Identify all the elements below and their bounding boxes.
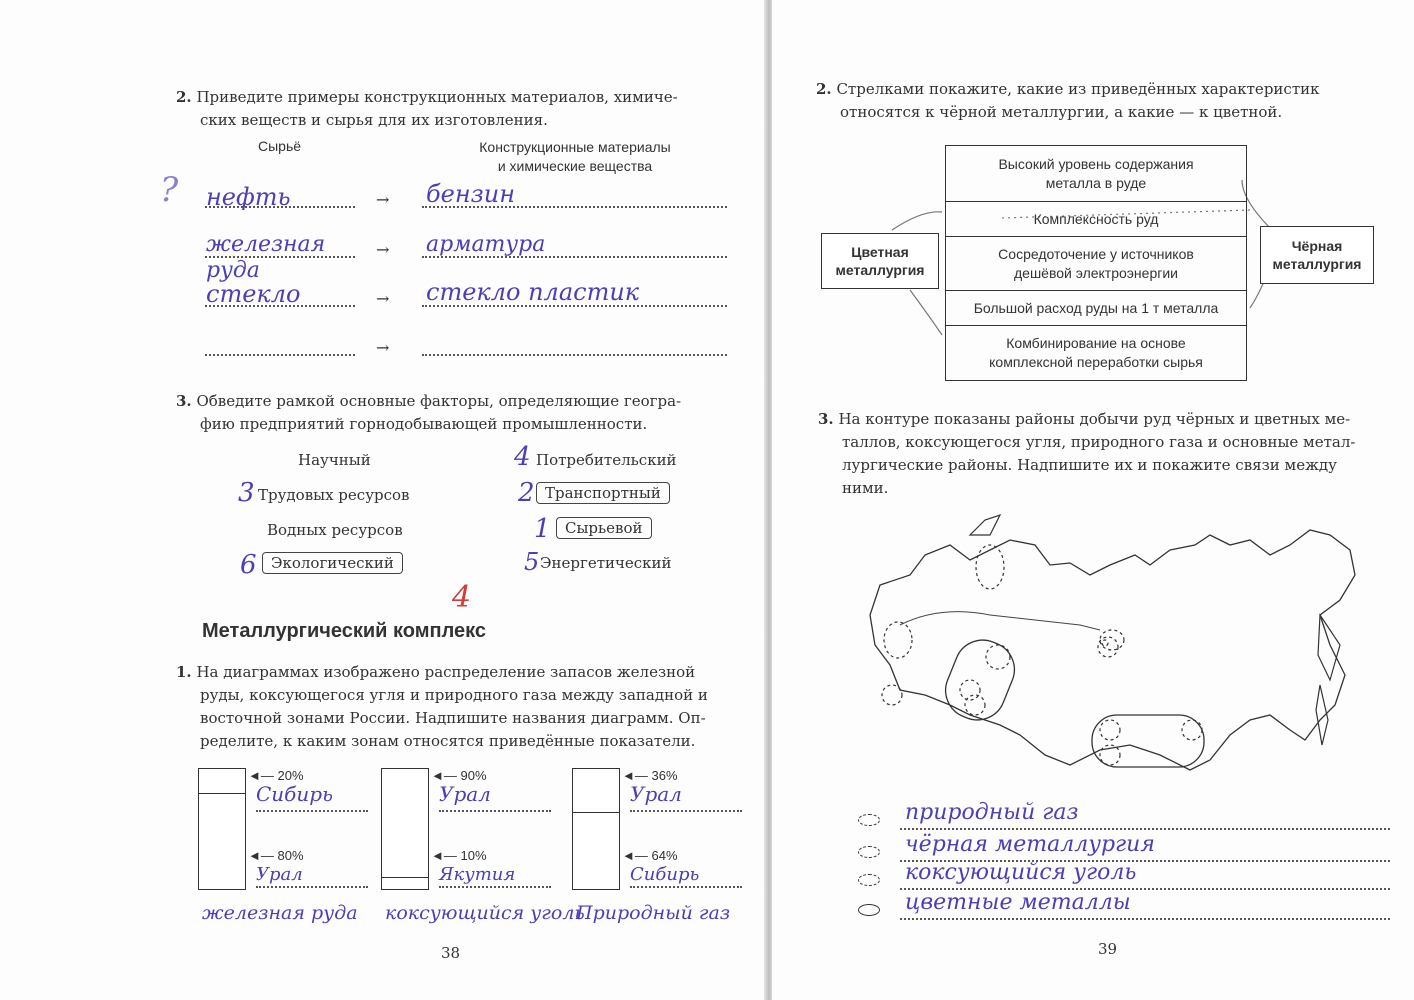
char-1-l1: Высокий уровень содержания: [998, 155, 1194, 172]
area-west: [882, 685, 902, 705]
char-2-l1: Комплексность руд: [1033, 210, 1159, 227]
chart-3-line-top[interactable]: [630, 810, 742, 812]
legend-line-1[interactable]: [900, 828, 1390, 830]
mark-raw: 1: [534, 514, 551, 544]
mat-answer-3: стекло пластик: [426, 278, 640, 306]
chart-1-divider: [199, 793, 245, 794]
char-row-2[interactable]: [946, 202, 1246, 237]
col-raw-header: Сырьё: [258, 138, 302, 154]
chart-1-hw-bottom: Урал: [256, 864, 303, 885]
legend-answer-3: коксующийся уголь: [905, 860, 1137, 885]
chart-1-line-top[interactable]: [256, 810, 368, 812]
chart-2-hw-top: Урал: [439, 782, 491, 806]
q1-line2: руды, коксующегося угля и природного газа между западной и: [200, 686, 708, 704]
r-q3-line3: лургические районы. Надпишите их и покажите связи между: [842, 456, 1337, 474]
chart-3-top-pct: ◄— 36%: [622, 768, 678, 783]
area-urals-3: [965, 695, 985, 715]
r-q3-number: 3.: [818, 410, 834, 428]
factor-ecological[interactable]: Экологический: [262, 552, 403, 574]
sakhalin: [1316, 685, 1328, 745]
region-far-east: [1092, 715, 1204, 767]
q1-number: 1.: [176, 663, 192, 681]
q1-line3: восточной зонами России. Надпишите названия диаграмм. Оп-: [200, 709, 706, 727]
arrow-line-2: [910, 290, 942, 335]
ferrous-l2: металлургия: [1272, 256, 1362, 272]
area-east: [1102, 640, 1108, 646]
chart-2-caption: коксующийся уголь: [385, 902, 585, 924]
q3-line1: Обведите рамкой основные факторы, определяющие геогра-: [196, 392, 682, 410]
mat-answer-2: арматура: [426, 232, 546, 257]
chart-1-bottom-pct: ◄— 80%: [248, 848, 304, 863]
mark-energy: 5: [524, 548, 540, 576]
mat-line-4[interactable]: [422, 354, 727, 356]
factor-scientific[interactable]: Научный: [298, 451, 371, 469]
chart-1-caption: железная руда: [202, 902, 358, 924]
col-mat-header: [440, 138, 710, 176]
raw-line-4[interactable]: [205, 354, 355, 356]
factor-consumer[interactable]: Потребительский: [536, 451, 677, 469]
q3-text: [176, 390, 746, 436]
legend-line-4[interactable]: [900, 918, 1390, 920]
char-row-4[interactable]: [946, 291, 1246, 326]
chart-3-caption: Природный газ: [576, 902, 731, 924]
factor-water[interactable]: Водных ресурсов: [267, 521, 403, 539]
char-row-5[interactable]: [946, 326, 1246, 380]
raw-answer-3: стекло: [206, 280, 301, 308]
chart-3-hw-top: Урал: [630, 782, 682, 806]
char-5-l2: комплексной переработки сырья: [989, 354, 1203, 370]
q2-line1: Приведите примеры конструкционных материалов, химиче-: [196, 88, 678, 106]
area-south-1: [1100, 720, 1120, 740]
arrow-2: →: [376, 240, 390, 259]
col-mat-line2: и химические вещества: [497, 158, 653, 174]
legend-answer-2: чёрная металлургия: [905, 832, 1155, 857]
r-q3-line4: ними.: [842, 479, 889, 497]
area-yakutia: [1098, 637, 1118, 657]
r-q2-text: [816, 78, 1386, 124]
char-1-l2: металла в руде: [1045, 174, 1147, 191]
kamchatka: [1318, 615, 1340, 680]
chart-3-hw-bottom: Сибирь: [630, 864, 700, 885]
chart-1-hw-top: Сибирь: [256, 782, 333, 806]
q3-number: 3.: [176, 392, 192, 410]
char-4-l1: Большой расход руды на 1 т металла: [973, 299, 1219, 316]
arrow-1: →: [376, 190, 390, 209]
area-pechora: [884, 622, 912, 658]
chart-2-top-pct: ◄— 90%: [431, 768, 487, 783]
mark-transport: 2: [518, 478, 535, 508]
chart-2-bar: [381, 768, 429, 890]
region-siberia: [937, 632, 1023, 729]
q2-text: [176, 86, 746, 132]
link-line: [900, 612, 1100, 630]
q2-line2: ских веществ и сырья для их изготовления.: [200, 111, 548, 129]
novaya-zemlya: [970, 515, 1000, 535]
raw-answer-1: нефть: [206, 183, 291, 211]
chart-1-bar: [198, 768, 246, 890]
factor-labor[interactable]: Трудовых ресурсов: [258, 486, 410, 504]
r-q2-line2: относятся к чёрной металлургии, а какие — к цветной.: [840, 103, 1283, 121]
chart-2-line-bottom[interactable]: [439, 886, 551, 888]
nonferrous-l1: Цветная: [851, 244, 909, 260]
q2-number: 2.: [176, 88, 192, 106]
q3-line2: фию предприятий горнодобывающей промышленности.: [200, 415, 648, 433]
area-kola: [976, 545, 1004, 589]
char-5-l1: Комбинирование на основе: [1006, 335, 1186, 351]
q1-line4: ределите, к каким зонам относятся приведённые показатели.: [200, 732, 696, 750]
char-row-3[interactable]: [946, 237, 1246, 291]
factor-raw[interactable]: Сырьевой: [556, 517, 652, 539]
raw-answer-2: железная руда: [206, 232, 326, 283]
chart-3-bottom-pct: ◄— 64%: [622, 848, 678, 863]
legend-answer-1: природный газ: [905, 800, 1079, 825]
legend-icon-1: [858, 814, 880, 826]
q1-text: [176, 661, 751, 753]
chart-1-line-bottom[interactable]: [256, 886, 368, 888]
chart-2-line-top[interactable]: [439, 810, 551, 812]
russia-outline: [870, 530, 1355, 770]
arrow-line-1: [892, 212, 942, 230]
r-q2-number: 2.: [816, 80, 832, 98]
r-q3-text: [818, 408, 1388, 500]
r-q3-line2: таллов, коксующегося угля, природного газа и основные метал-: [842, 433, 1356, 451]
col-mat-line1: Конструкционные материалы: [479, 139, 671, 155]
area-urals-2: [960, 680, 980, 700]
legend-answer-4: цветные металлы: [905, 890, 1131, 915]
factor-transport[interactable]: Транспортный: [536, 482, 670, 504]
area-urals-1: [986, 645, 1010, 669]
page-number-left: 38: [441, 944, 461, 962]
ferrous-box[interactable]: [1260, 226, 1374, 284]
arrow-3: →: [376, 289, 390, 308]
question-mark: ?: [160, 170, 179, 210]
legend-icon-3: [858, 874, 880, 886]
nonferrous-box[interactable]: [821, 233, 939, 289]
ferrous-l1: Чёрная: [1291, 238, 1343, 254]
chart-3-divider: [573, 812, 619, 813]
arrow-4: →: [376, 338, 390, 357]
factor-energy[interactable]: Энергетический: [540, 554, 672, 572]
chart-1-top-pct: ◄— 20%: [248, 768, 304, 783]
mat-answer-1: бензин: [426, 180, 516, 208]
characteristics-table: [945, 145, 1247, 381]
chart-2-divider: [382, 877, 428, 878]
legend-icon-2: [858, 846, 880, 858]
chart-3-bar: [572, 768, 620, 890]
mark-consumer: 4: [514, 442, 531, 472]
legend-icon-4: [858, 904, 880, 916]
russia-contour-map[interactable]: [850, 505, 1370, 790]
r-q3-line1: На контуре показаны районы добычи руд чёрных и цветных ме-: [838, 410, 1351, 428]
char-row-1[interactable]: [946, 146, 1246, 202]
area-south-3: [1182, 720, 1202, 740]
chart-3-line-bottom[interactable]: [630, 886, 742, 888]
mark-labor: 3: [238, 478, 255, 508]
nonferrous-l2: металлургия: [835, 262, 925, 278]
char-3-l2: дешёвой электроэнергии: [1013, 264, 1178, 281]
r-q2-line1: Стрелками покажите, какие из приведённых характеристик: [836, 80, 1320, 98]
page-number-right: 39: [1098, 940, 1118, 958]
section-title: Металлургический комплекс: [202, 620, 487, 642]
q1-line1: На диаграммах изображено распределение запасов железной: [196, 663, 696, 681]
char-3-l1: Сосредоточение у источников: [998, 245, 1194, 262]
grade-mark: 4: [452, 580, 472, 615]
chart-2-bottom-pct: ◄— 10%: [431, 848, 487, 863]
chart-2-hw-bottom: Якутия: [439, 864, 516, 885]
mark-eco: 6: [240, 550, 257, 580]
